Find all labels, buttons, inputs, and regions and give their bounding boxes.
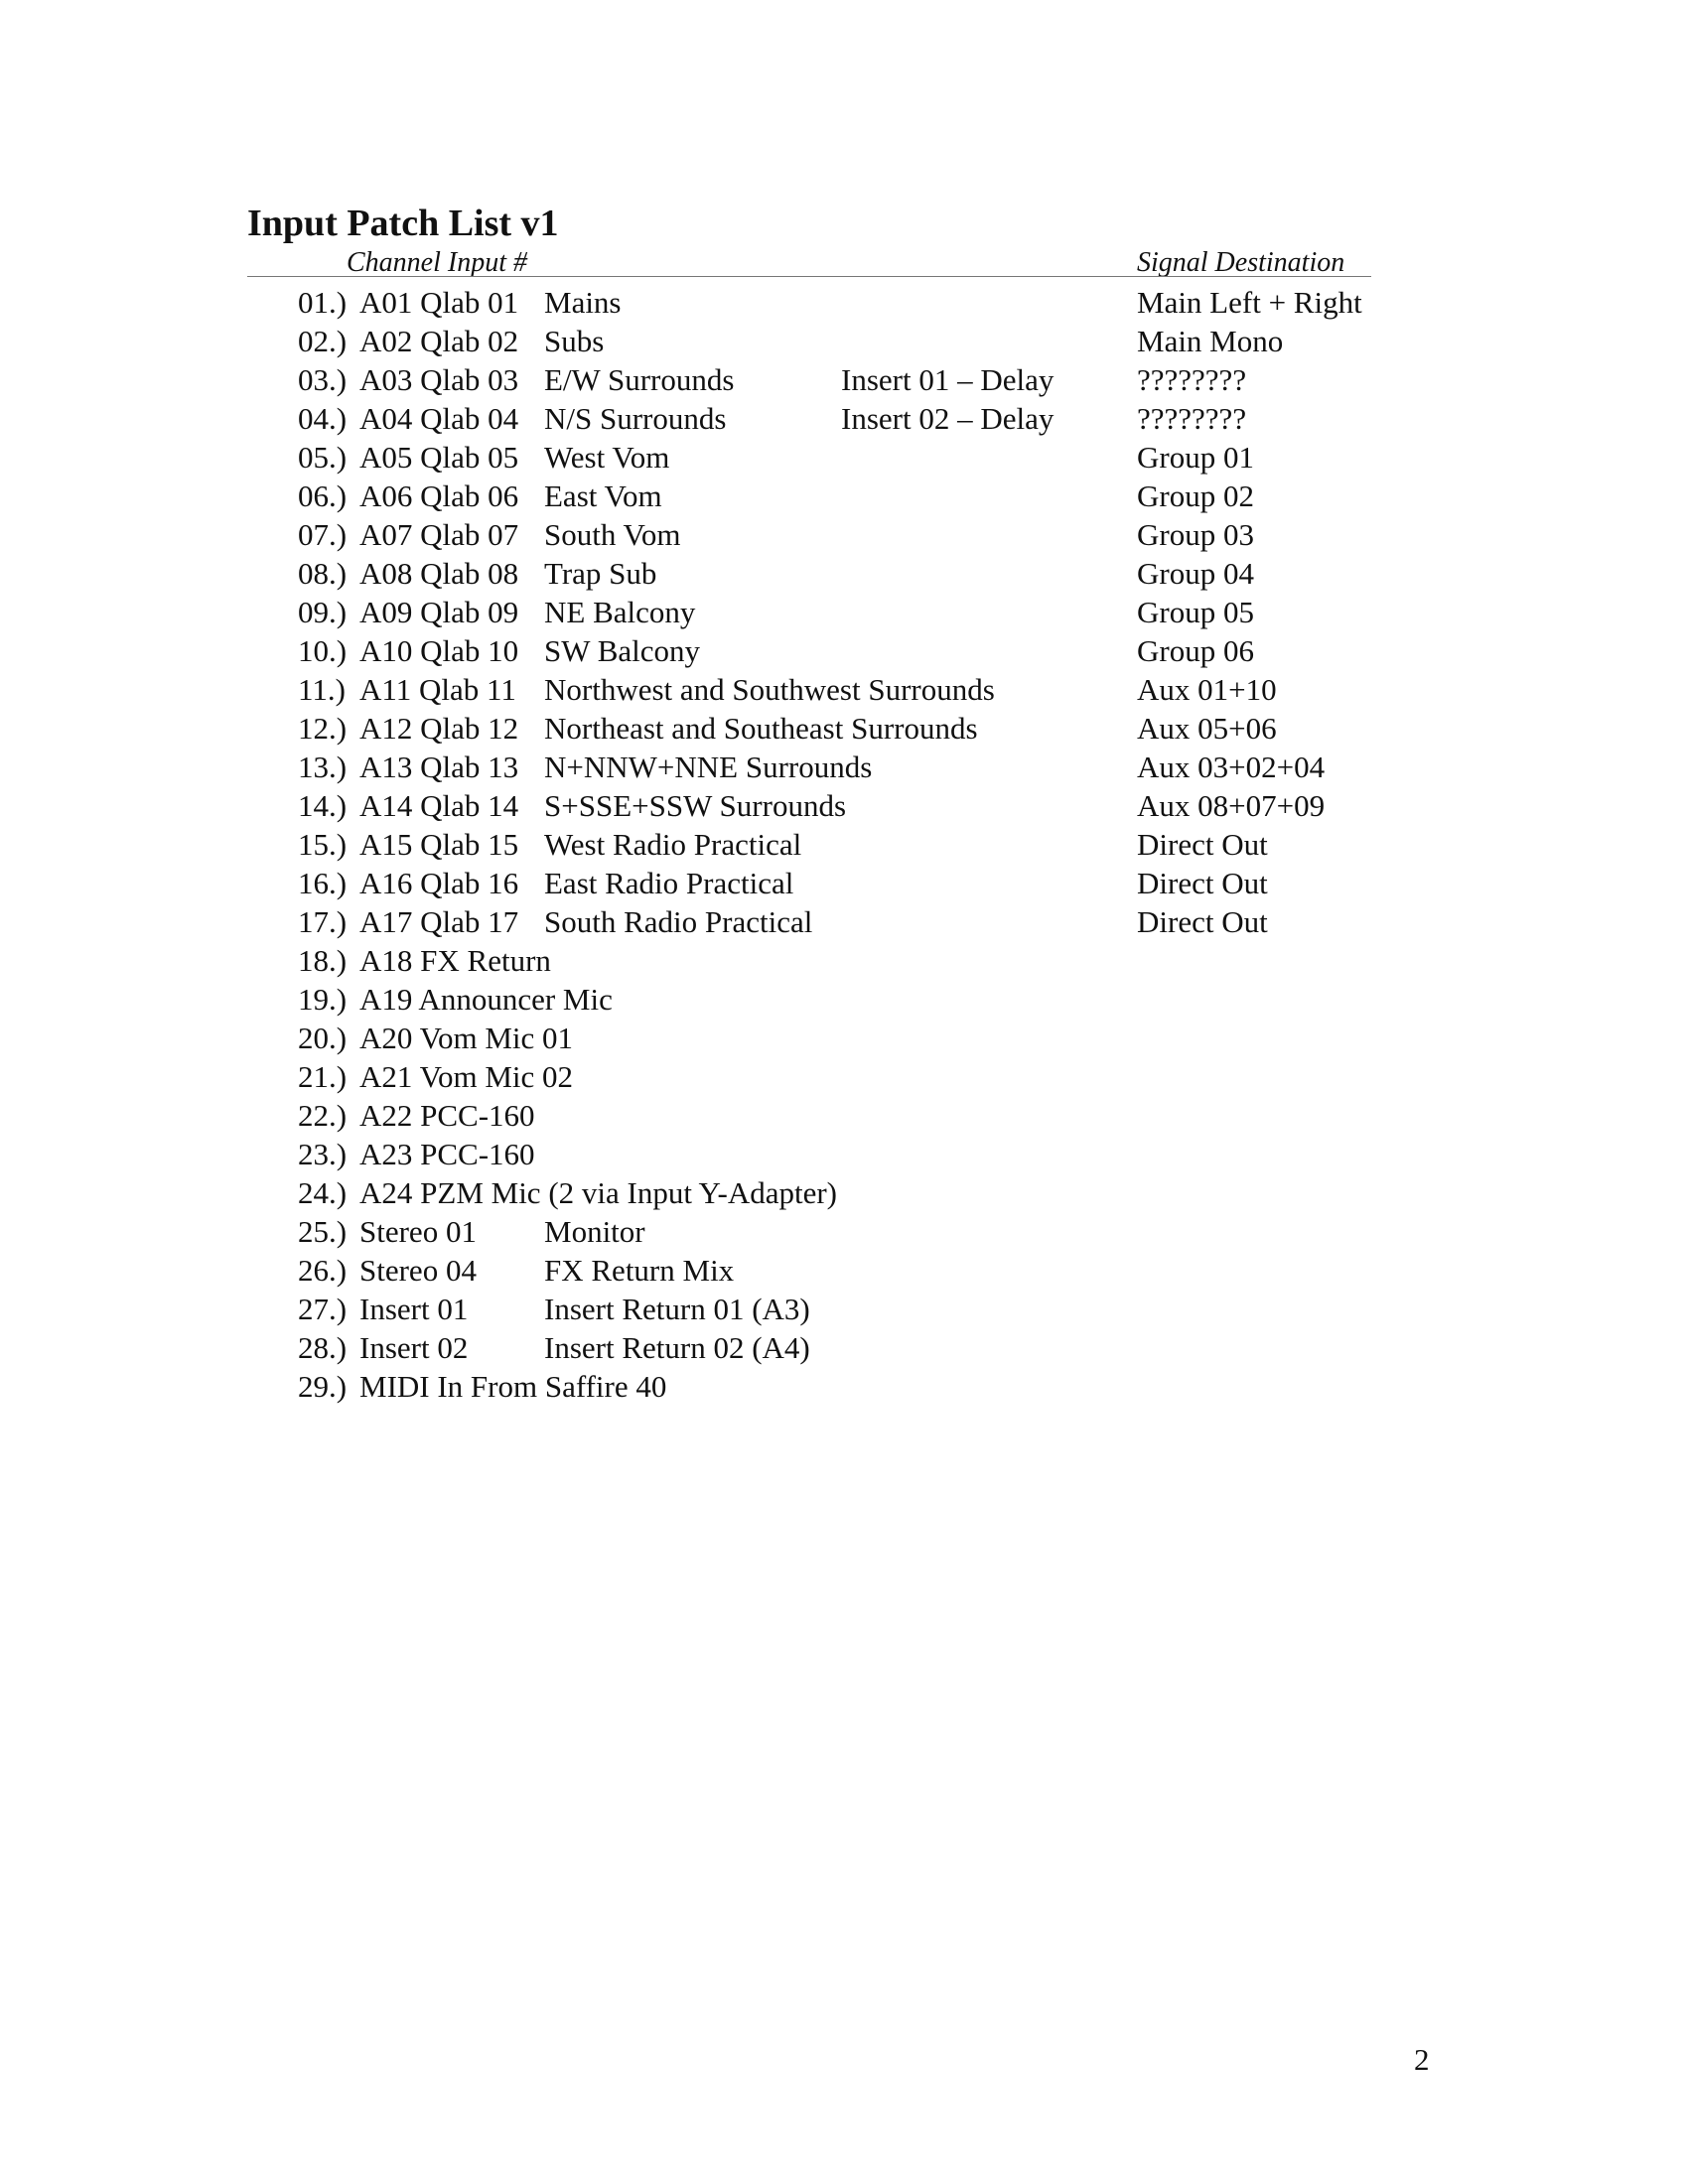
row-number: 09.) [298, 595, 348, 629]
source-name: Trap Sub [544, 556, 657, 591]
patch-row [0, 1135, 1688, 1173]
source-name: Insert Return 01 (A3) [544, 1292, 810, 1326]
source-name: West Radio Practical [544, 827, 802, 862]
row-number: 26.) [298, 1253, 348, 1288]
row-number: 25.) [298, 1214, 348, 1249]
channel-input: A16 Qlab 16 [359, 866, 519, 900]
channel-input: A04 Qlab 04 [359, 401, 519, 436]
signal-destination-header: Signal Destination [1137, 247, 1345, 278]
source-name: East Vom [544, 478, 662, 513]
row-number: 20.) [298, 1021, 348, 1055]
patch-row [0, 1367, 1688, 1406]
source-name: N+NNW+NNE Surrounds [544, 750, 873, 784]
signal-destination: ???????? [1137, 362, 1247, 397]
channel-input: A21 Vom Mic 02 [359, 1059, 574, 1094]
row-number: 05.) [298, 440, 348, 475]
insert-assignment: Insert 02 – Delay [841, 401, 1055, 436]
patch-row [0, 360, 1688, 399]
row-number: 01.) [298, 285, 348, 320]
patch-row [0, 1251, 1688, 1290]
signal-destination: Direct Out [1137, 866, 1268, 900]
source-name: Subs [544, 324, 605, 358]
source-name: Northeast and Southeast Surrounds [544, 711, 978, 746]
channel-input: A23 PCC-160 [359, 1137, 535, 1171]
signal-destination: Aux 05+06 [1137, 711, 1277, 746]
source-name: Mains [544, 285, 622, 320]
channel-input: A08 Qlab 08 [359, 556, 519, 591]
channel-input: A18 FX Return [359, 943, 551, 978]
row-number: 16.) [298, 866, 348, 900]
source-name: South Vom [544, 517, 681, 552]
row-number: 28.) [298, 1330, 348, 1365]
row-number: 02.) [298, 324, 348, 358]
channel-input: A06 Qlab 06 [359, 478, 519, 513]
row-number: 07.) [298, 517, 348, 552]
channel-input: A15 Qlab 15 [359, 827, 519, 862]
channel-input: A05 Qlab 05 [359, 440, 519, 475]
signal-destination: Aux 03+02+04 [1137, 750, 1326, 784]
patch-row [0, 748, 1688, 786]
patch-row [0, 1328, 1688, 1367]
patch-list [0, 283, 1688, 1406]
patch-row [0, 438, 1688, 477]
channel-input: MIDI In From Saffire 40 [359, 1369, 667, 1404]
channel-input: A09 Qlab 09 [359, 595, 519, 629]
row-number: 17.) [298, 904, 348, 939]
source-name: Insert Return 02 (A4) [544, 1330, 810, 1365]
row-number: 06.) [298, 478, 348, 513]
row-number: 15.) [298, 827, 348, 862]
channel-input: A14 Qlab 14 [359, 788, 519, 823]
source-name: Northwest and Southwest Surrounds [544, 672, 995, 707]
channel-input: A11 Qlab 11 [359, 672, 516, 707]
signal-destination: Group 05 [1137, 595, 1254, 629]
channel-input-header: Channel Input # [347, 247, 527, 278]
signal-destination: Group 06 [1137, 633, 1254, 668]
row-number: 04.) [298, 401, 348, 436]
patch-row [0, 1019, 1688, 1057]
channel-input: A02 Qlab 02 [359, 324, 519, 358]
patch-row [0, 864, 1688, 902]
source-name: S+SSE+SSW Surrounds [544, 788, 847, 823]
patch-row [0, 1212, 1688, 1251]
channel-input: A24 PZM Mic (2 via Input Y-Adapter) [359, 1175, 837, 1210]
signal-destination: Group 02 [1137, 478, 1254, 513]
signal-destination: Direct Out [1137, 827, 1268, 862]
row-number: 22.) [298, 1098, 348, 1133]
patch-row [0, 593, 1688, 631]
patch-row [0, 1290, 1688, 1328]
channel-input: A17 Qlab 17 [359, 904, 519, 939]
row-number: 08.) [298, 556, 348, 591]
source-name: Monitor [544, 1214, 645, 1249]
row-number: 10.) [298, 633, 348, 668]
channel-input: A19 Announcer Mic [359, 982, 613, 1017]
source-name: South Radio Practical [544, 904, 813, 939]
patch-row [0, 631, 1688, 670]
patch-row [0, 902, 1688, 941]
row-number: 19.) [298, 982, 348, 1017]
channel-input: A03 Qlab 03 [359, 362, 519, 397]
signal-destination: Main Mono [1137, 324, 1284, 358]
page-number: 2 [1414, 2042, 1430, 2077]
document-title: Input Patch List v1 [247, 203, 559, 244]
row-number: 14.) [298, 788, 348, 823]
channel-input: A13 Qlab 13 [359, 750, 519, 784]
patch-row [0, 825, 1688, 864]
row-number: 18.) [298, 943, 348, 978]
channel-input: A22 PCC-160 [359, 1098, 535, 1133]
source-name: FX Return Mix [544, 1253, 735, 1288]
row-number: 12.) [298, 711, 348, 746]
patch-row [0, 1173, 1688, 1212]
patch-row [0, 515, 1688, 554]
patch-row [0, 670, 1688, 709]
row-number: 23.) [298, 1137, 348, 1171]
signal-destination: Group 01 [1137, 440, 1254, 475]
signal-destination: Aux 01+10 [1137, 672, 1277, 707]
channel-input: Stereo 01 [359, 1214, 477, 1249]
patch-row [0, 786, 1688, 825]
source-name: E/W Surrounds [544, 362, 735, 397]
channel-input: A07 Qlab 07 [359, 517, 519, 552]
signal-destination: Direct Out [1137, 904, 1268, 939]
source-name: West Vom [544, 440, 670, 475]
patch-row [0, 941, 1688, 980]
patch-row [0, 477, 1688, 515]
source-name: East Radio Practical [544, 866, 794, 900]
source-name: NE Balcony [544, 595, 696, 629]
signal-destination: Main Left + Right [1137, 285, 1362, 320]
patch-row [0, 399, 1688, 438]
row-number: 27.) [298, 1292, 348, 1326]
patch-row [0, 980, 1688, 1019]
row-number: 13.) [298, 750, 348, 784]
signal-destination: Group 03 [1137, 517, 1254, 552]
channel-input: A01 Qlab 01 [359, 285, 519, 320]
row-number: 03.) [298, 362, 348, 397]
channel-input: A10 Qlab 10 [359, 633, 519, 668]
patch-row [0, 554, 1688, 593]
row-number: 11.) [298, 672, 346, 707]
row-number: 21.) [298, 1059, 348, 1094]
patch-row [0, 1057, 1688, 1096]
channel-input: Stereo 04 [359, 1253, 477, 1288]
row-number: 29.) [298, 1369, 348, 1404]
channel-input: Insert 01 [359, 1292, 469, 1326]
signal-destination: ???????? [1137, 401, 1247, 436]
row-number: 24.) [298, 1175, 348, 1210]
source-name: SW Balcony [544, 633, 700, 668]
patch-row [0, 1096, 1688, 1135]
patch-row [0, 322, 1688, 360]
channel-input: Insert 02 [359, 1330, 469, 1365]
channel-input: A12 Qlab 12 [359, 711, 519, 746]
insert-assignment: Insert 01 – Delay [841, 362, 1055, 397]
patch-row [0, 709, 1688, 748]
patch-row [0, 283, 1688, 322]
signal-destination: Group 04 [1137, 556, 1254, 591]
signal-destination: Aux 08+07+09 [1137, 788, 1326, 823]
source-name: N/S Surrounds [544, 401, 727, 436]
channel-input: A20 Vom Mic 01 [359, 1021, 574, 1055]
header-divider [247, 276, 1371, 277]
